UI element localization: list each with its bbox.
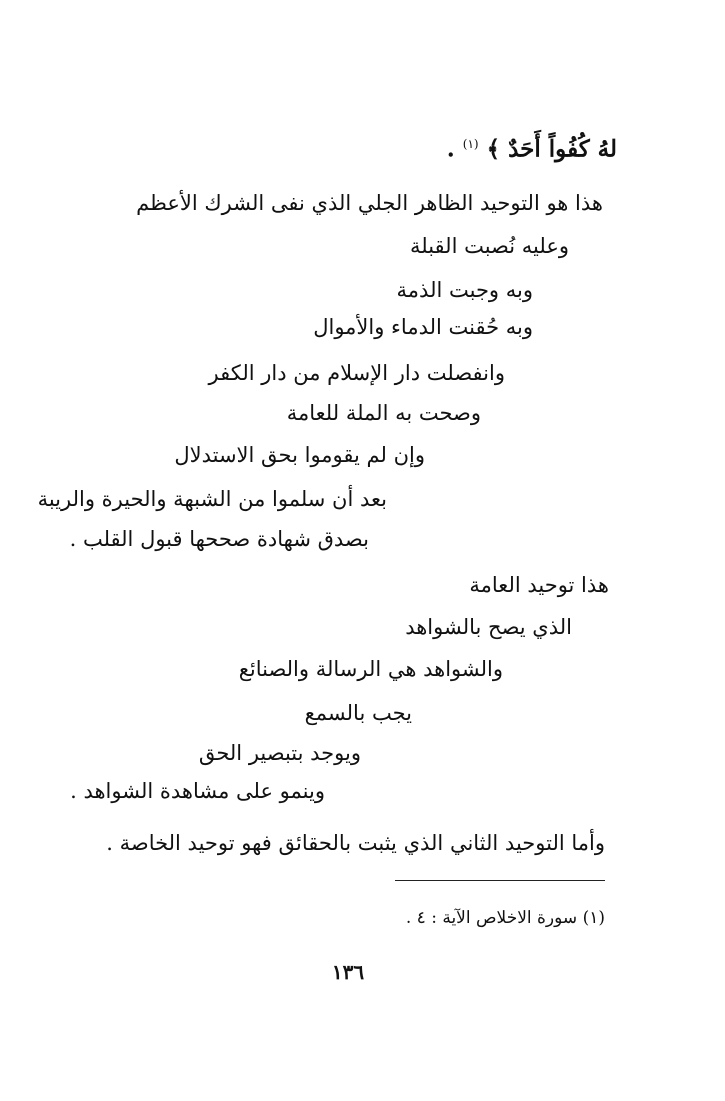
footnote-reference: (١) bbox=[462, 137, 479, 151]
text-line: هذا توحيد العامة bbox=[469, 573, 609, 597]
text-line: وبه حُقنت الدماء والأموال bbox=[313, 315, 533, 339]
text-line: هذا هو التوحيد الظاهر الجلي الذي نفى الشرك الأعظم bbox=[136, 191, 603, 215]
text-line: وبه وجبت الذمة bbox=[396, 278, 533, 302]
text-line: بصدق شهادة صححها قبول القلب . bbox=[69, 527, 369, 551]
text-line: والشواهد هي الرسالة والصنائع bbox=[238, 657, 503, 681]
verse-end-mark: . bbox=[446, 135, 455, 163]
text-line: ويوجد بتبصير الحق bbox=[198, 741, 361, 765]
verse-text: لهُ كُفُواً أَحَدٌ ﴾ bbox=[486, 135, 617, 163]
text-line: يجب بالسمع bbox=[304, 701, 412, 725]
footnote-divider bbox=[395, 880, 605, 881]
text-line: وينمو على مشاهدة الشواهد . bbox=[70, 779, 325, 803]
text-line: وانفصلت دار الإسلام من دار الكفر bbox=[208, 361, 505, 385]
footnote: (١) سورة الاخلاص الآية : ٤ . bbox=[405, 908, 605, 928]
text-line: وعليه نُصبت القبلة bbox=[410, 234, 569, 258]
text-line: وأما التوحيد الثاني الذي يثبت بالحقائق فهو توحيد الخاصة . bbox=[106, 831, 605, 855]
page-number: ١٣٦ bbox=[331, 960, 365, 984]
text-line: الذي يصح بالشواهد bbox=[405, 615, 572, 639]
quran-verse-fragment bbox=[447, 128, 617, 166]
text-line: وإن لم يقوموا بحق الاستدلال bbox=[174, 443, 425, 467]
text-line: وصحت به الملة للعامة bbox=[286, 401, 481, 425]
text-line: بعد أن سلموا من الشبهة والحيرة والريبة bbox=[37, 487, 387, 511]
